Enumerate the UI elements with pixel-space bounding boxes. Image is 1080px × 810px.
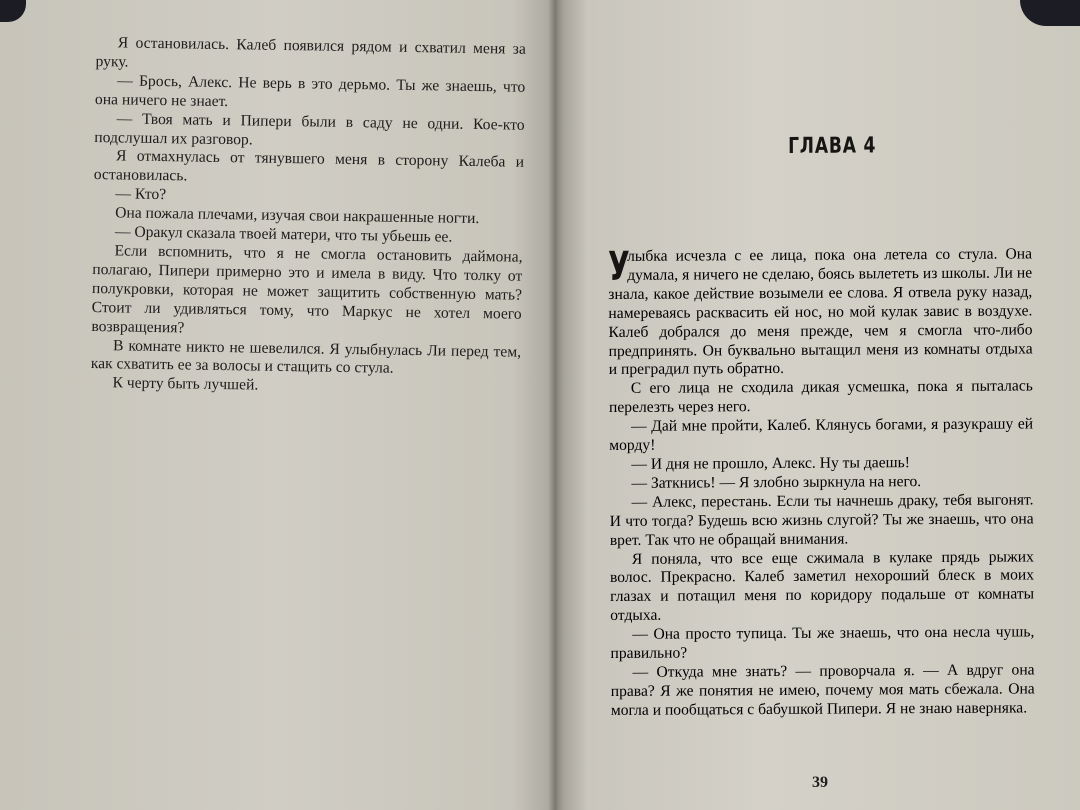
paragraph: — Откуда мне знать? — проворчала я. — А вдруг она права? Я же понятия не имею, почему моя мать сбежала. Она могла и пообщаться с бабушкой Пипери. Я не знаю наверняка. [610, 661, 1035, 719]
background-corner [0, 0, 26, 22]
paragraph: — Алекс, перестань. Если ты начнешь драку, тебя выгонят. И что тогда? Будешь всю жизнь слугой? Ты же знаешь, что она врет. Так что не обращай внимания. [609, 491, 1034, 549]
paragraph: — Оракул сказала твоей матери, что ты убьешь ее. [114, 223, 453, 246]
page-number: 39 [812, 774, 828, 791]
paragraph: — Она просто тупица. Ты же знаешь, что она несла чушь, правильно? [610, 623, 1035, 663]
paragraph: Если вспомнить, что я не смогла остановить даймона, полагаю, Пипери примерно это и имела в виду. Что толку от полукровки, которая не может защитить собственную мать? Стоит ли удивляться тому, что Маркус не хотел моего возвращения? [91, 242, 523, 337]
paragraph: Я поняла, что все еще сжимала в кулаке прядь рыжих волос. Прекрасно. Калеб заметил нехороший блеск в моих глазах и потащил меня по коридору подальше от комнаты отдыха. [609, 547, 1035, 625]
paragraph: В комнате никто не шевелился. Я улыбнулась Ли перед тем, как схватить ее за волосы и стащить со стула. [90, 336, 522, 378]
left-page-text [90, 34, 526, 400]
paragraph: Я остановилась. Калеб появился рядом и схватил меня за руку. [95, 34, 526, 71]
drop-cap: У [607, 243, 630, 290]
paragraph: — Дай мне пройти, Калеб. Клянусь богами, я разукрашу ей морду! [609, 415, 1034, 455]
paragraph: — И дня не прошло, Алекс. Ну ты даешь! [631, 454, 910, 473]
chapter-title: ГЛАВА 4 [788, 133, 877, 159]
first-paragraph [608, 245, 1033, 380]
paragraph: — Заткнись! — Я злобно зыркнула на него. [631, 472, 922, 492]
right-page-text [608, 245, 1035, 720]
paragraph: — Кто? [115, 185, 167, 204]
paragraph: К черту быть лучшей. [112, 374, 259, 394]
paragraph: Она пожала плечами, изучая свои накрашенные ногти. [115, 204, 480, 228]
book-gutter [548, 0, 564, 810]
paragraph: Я отмахнулась от тянувшего меня в сторону Калеба и остановилась. [93, 147, 525, 185]
paragraph: — Брось, Алекс. Не верь в это дерьмо. Ты же знаешь, что она ничего не знает. [94, 72, 526, 110]
first-paragraph-text: лыбка исчезла с ее лица, пока она летела со стула. Она думала, я ничего не сделаю, боясь вылететь из школы. Ли не знала, какое действие возымели ее слова. Я отвела руку назад, намереваясь расквасить ей нос, но мой кулак завис в воздухе. Калеб добрался до меня прежде, чем я смогла что-либо предпринять. Он буквально вытащил меня из комнаты отдыха и преградил путь обратно. [608, 245, 1033, 379]
background-corner [1020, 0, 1080, 26]
paragraph: — Твоя мать и Пипери были в саду не одни. Кое-кто подслушал их разговор. [94, 109, 525, 149]
paragraph: С его лица не сходила дикая усмешка, пока я пыталась перелезть через него. [608, 377, 1033, 417]
